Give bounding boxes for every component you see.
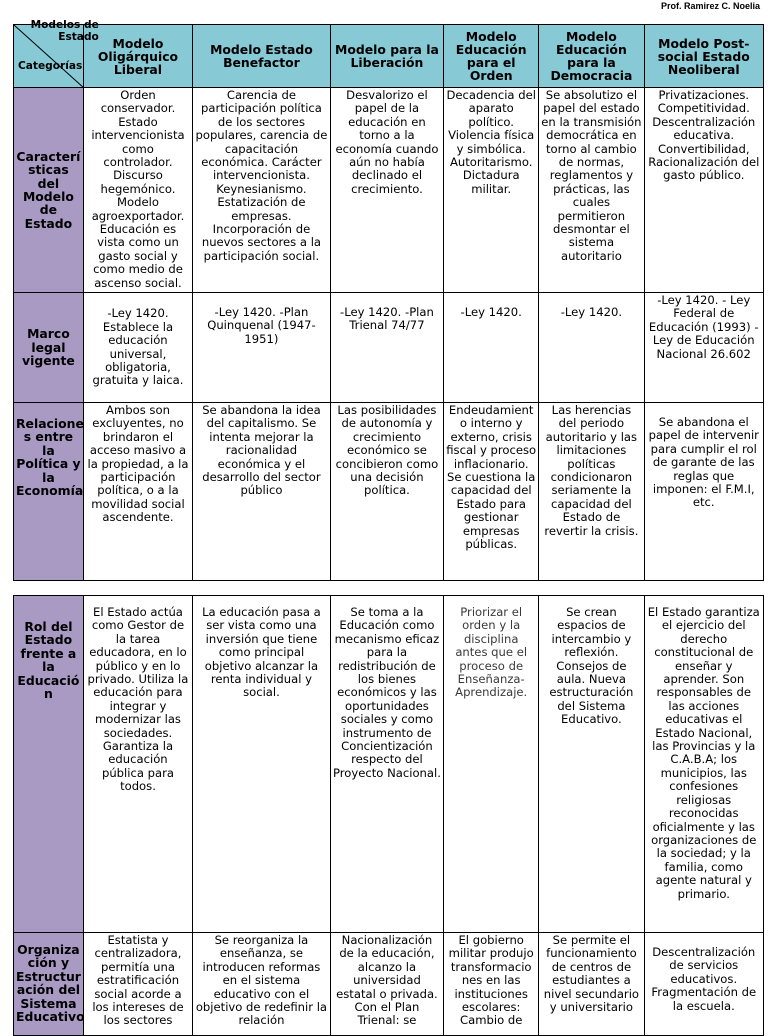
table-cell: Estatista y centralizadora, permitía una estratificación social acorde a los intereses de los sectores <box>83 933 192 1036</box>
table-cell: Se toma a la Educación como mecanismo eficaz para la redistribución de los bienes económicos y las oportunidades sociales y como instrumento de Concientización respecto del Proyecto Nacional. <box>330 596 443 933</box>
table-cell: -Ley 1420. -Plan Quinquenal (1947-1951) <box>193 293 331 403</box>
table-cell: El Estado garantiza el ejercicio del derecho constitucional de enseñar y aprender. Son responsables de las acciones educativas el Estado Nacional, las Provincias y la C.A.B.A; los municipios, las confesiones religiosas reconocidas oficialmente y las organizaciones de la sociedad; y la familia, como agente natural y primario. <box>644 596 763 933</box>
header-row <box>14 25 764 88</box>
models-table-part-2 <box>13 595 764 1036</box>
table-cell: Las posibilidades de autonomía y crecimiento económico se concibieron como una decisión política. <box>330 403 443 581</box>
table-cell: Carencia de participación política de los sectores populares, carencia de capacitación económica. Carácter intervencionista. Keynesianismo. Estatización de empresas. Incorporación de nuevos sectores a la participación social. <box>193 88 331 293</box>
table-cell: -Ley 1420. <box>444 293 539 403</box>
table-row <box>14 88 764 293</box>
model-header-oligarquico: Modelo Oligárquico Liberal <box>83 25 192 88</box>
table-cell: Nacionalización de la educación, alcanzo la universidad estatal o privada. Con el Plan Trienal: se <box>330 933 443 1036</box>
table-cell: -Ley 1420. <box>539 293 644 403</box>
table-row <box>14 293 764 403</box>
table-cell: Ambos son excluyentes, no brindaron el acceso masivo a la propiedad, a la participación política, o a la movilidad social ascendente. <box>83 403 192 581</box>
table-cell: Orden conservador. Estado intervencionista como controlador. Discurso hegemónico. Modelo agroexportador. Educación es vista como un gasto social y como medio de ascenso social. <box>83 88 192 293</box>
corner-categories-label: Categorías <box>18 60 83 72</box>
table-cell: -Ley 1420. -Plan Trienal 74/77 <box>330 293 443 403</box>
model-header-benefactor: Modelo Estado Benefactor <box>193 25 331 88</box>
table-cell: Se permite el funcionamiento de centros de estudiantes a nivel secundario y universitario <box>539 933 644 1036</box>
category-politica-economia: Relacione s entre la Política y la Economía <box>14 403 84 581</box>
model-header-neoliberal: Modelo Post- social Estado Neoliberal <box>644 25 763 88</box>
table-row <box>14 596 764 933</box>
model-header-democracia: Modelo Educación para la Democracia <box>539 25 644 88</box>
table-cell: -Ley 1420. - Ley Federal de Educación (1993) - Ley de Educación Nacional 26.602 <box>644 293 763 403</box>
table-cell: La educación pasa a ser vista como una inversión que tiene como principal objetivo alcanzar la renta individual y social. <box>193 596 331 933</box>
table-cell: El Estado actúa como Gestor de la tarea educadora, en lo público y en lo privado. Utiliza la educación para integrar y modernizar las sociedades. Garantiza la educación pública para todos. <box>83 596 192 933</box>
table-cell: Se absolutizo el papel del estado en la transmisión democrática en torno al cambio de normas, reglamentos y prácticas, las cuales permitieron desmontar el sistema autoritario <box>539 88 644 293</box>
table-cell: Se crean espacios de intercambio y reflexión. Consejos de aula. Nueva estructuración del Sistema Educativo. <box>539 596 644 933</box>
table-cell: Privatizaciones. Competitividad. Descentralización educativa. Convertibilidad, Racionalización del gasto público. <box>644 88 763 293</box>
table-cell: Endeudamient o interno y externo, crisis fiscal y proceso inflacionario. Se cuestiona la capacidad del Estado para gestionar empresas públicas. <box>444 403 539 581</box>
corner-models-label: Modelos de Estado <box>30 19 99 43</box>
table-cell: Las herencias del periodo autoritario y las limitaciones políticas condicionaron seriamente la capacidad del Estado de revertir la crisis. <box>539 403 644 581</box>
table-cell: Decadencia del aparato político. Violencia física y simbólica. Autoritarismo. Dictadura militar. <box>444 88 539 293</box>
table-cell: Se abandona el papel de intervenir para cumplir el rol de garante de las reglas que imponen: el F.M.I, etc. <box>644 403 763 581</box>
table-cell: Descentralización de servicios educativos. Fragmentación de la escuela. <box>644 933 763 1036</box>
table-cell: Se reorganiza la enseñanza, se introducen reformas en el sistema educativo con el objetivo de redefinir la relación <box>193 933 331 1036</box>
table-row <box>14 403 764 581</box>
category-marco-legal: Marco legal vigente <box>14 293 84 403</box>
model-header-liberacion: Modelo para la Liberación <box>330 25 443 88</box>
author-name: Prof. Ramirez C. Noelia <box>660 1 760 11</box>
table-row <box>14 933 764 1036</box>
table-cell: Se abandona la idea del capitalismo. Se intenta mejorar la racionalidad económica y el desarrollo del sector público <box>193 403 331 581</box>
table-cell: El gobierno militar produjo transformacio nes en las instituciones escolares: Cambio de <box>444 933 539 1036</box>
category-caracteristicas: Caracterí sticas del Modelo de Estado <box>14 88 84 293</box>
models-table-part-1 <box>13 19 764 581</box>
table-cell: Priorizar el orden y la disciplina antes que el proceso de Enseñanza-Aprendizaje. <box>444 596 539 933</box>
category-organizacion: Organiza ción y Estructur ación del Sistema Educativo <box>14 933 84 1036</box>
table-cell: Desvalorizo el papel de la educación en torno a la economía cuando aún no había declinado el crecimiento. <box>330 88 443 293</box>
table-cell: -Ley 1420. Establece la educación universal, obligatoria, gratuita y laica. <box>83 293 192 403</box>
category-rol-estado: Rol del Estado frente a la Educació n <box>14 596 84 933</box>
corner-header <box>14 19 99 88</box>
model-header-orden: Modelo Educación para el Orden <box>444 25 539 88</box>
